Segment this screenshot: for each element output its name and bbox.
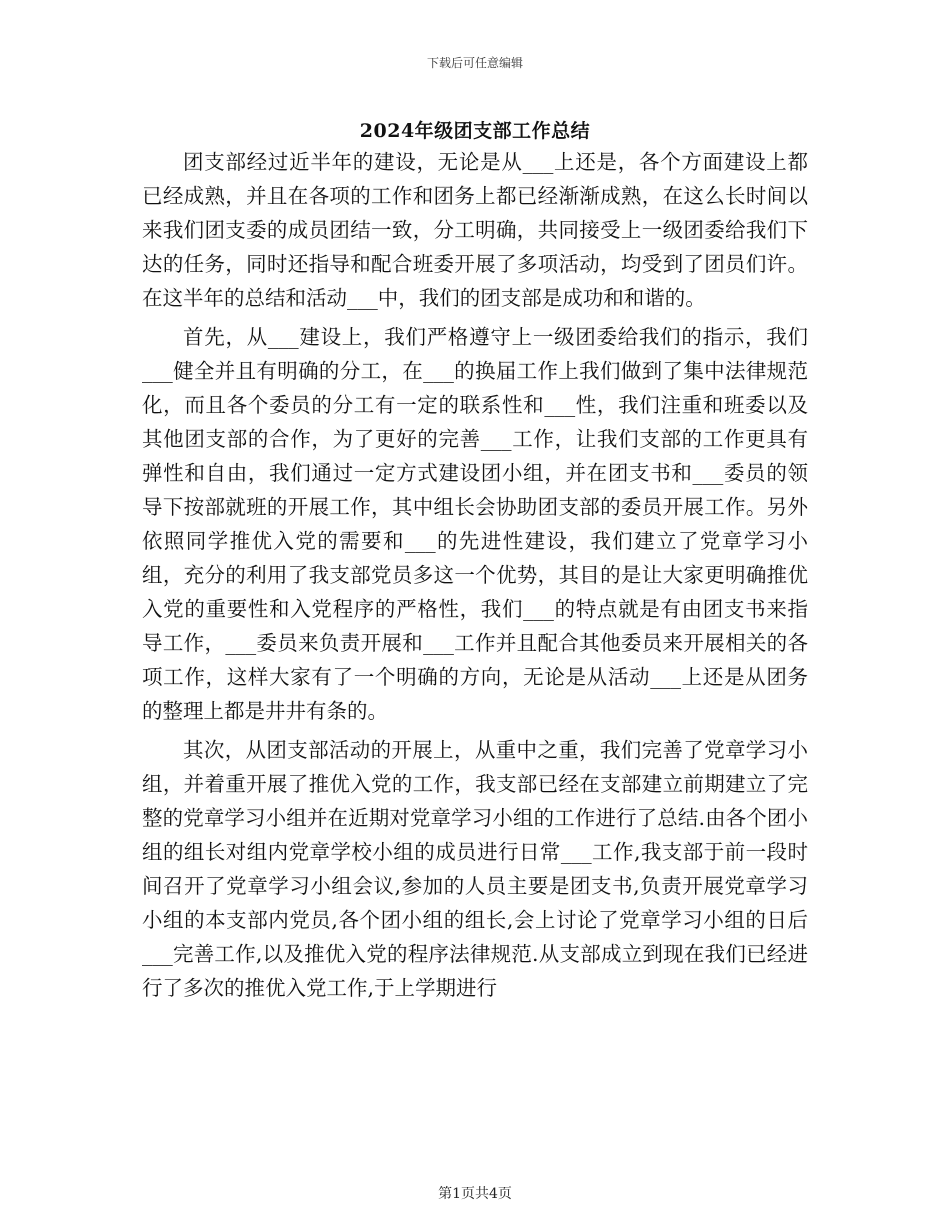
page-footer: 第1页共4页: [438, 1186, 512, 1202]
paragraph-3: 其次，从团支部活动的开展上，从重中之重，我们完善了党章学习小组，并着重开展了推优入党的工作，我支部已经在支部建立前期建立了完整的党章学习小组并在近期对党章学习小组的工作进行了总结.由各个团小组的组长对组内党章学校小组的成员进行日常___工作,我支部于前一段时间召开了党章学习小组会议,参加的人员主要是团支书,负责开展党章学习小组的本支部内党员,各个团小组的组长,会上讨论了党章学习小组的日后___完善工作,以及推优入党的程序法律规范.从支部成立到现在我们已经进行了多次的推优入党工作,于上学期进行: [142, 738, 808, 1000]
document-body: [142, 145, 808, 1010]
header-note: 下载后可任意编辑: [426, 56, 523, 70]
paragraph-1: 团支部经过近半年的建设，无论是从___上还是，各个方面建设上都已经成熟，并且在各项的工作和团务上都已经渐渐成熟，在这么长时间以来我们团支委的成员团结一致，分工明确，共同接受上一级团委给我们下达的任务，同时还指导和配合班委开展了多项活动，均受到了团员们许。在这半年的总结和活动___中，我们的团支部是成功和和谐的。: [142, 150, 808, 310]
document-title: 2024年级团支部工作总结: [359, 120, 591, 142]
paragraph-2: 首先，从___建设上，我们严格遵守上一级团委给我们的指示，我们___健全并且有明确的分工，在___的换届工作上我们做到了集中法律规范化，而且各个委员的分工有一定的联系性和___性，我们注重和班委以及其他团支部的合作，为了更好的完善___工作，让我们支部的工作更具有弹性和自由，我们通过一定方式建设团小组，并在团支书和___委员的领导下按部就班的开展工作，其中组长会协助团支部的委员开展工作。另外依照同学推优入党的需要和___的先进性建设，我们建立了党章学习小组，充分的利用了我支部党员多这一个优势，其目的是让大家更明确推优入党的重要性和入党程序的严格性，我们___的特点就是有由团支书来指导工作，___委员来负责开展和___工作并且配合其他委员来开展相关的各项工作，这样大家有了一个明确的方向，无论是从活动___上还是从团务的整理上都是井井有条的。: [142, 325, 808, 723]
